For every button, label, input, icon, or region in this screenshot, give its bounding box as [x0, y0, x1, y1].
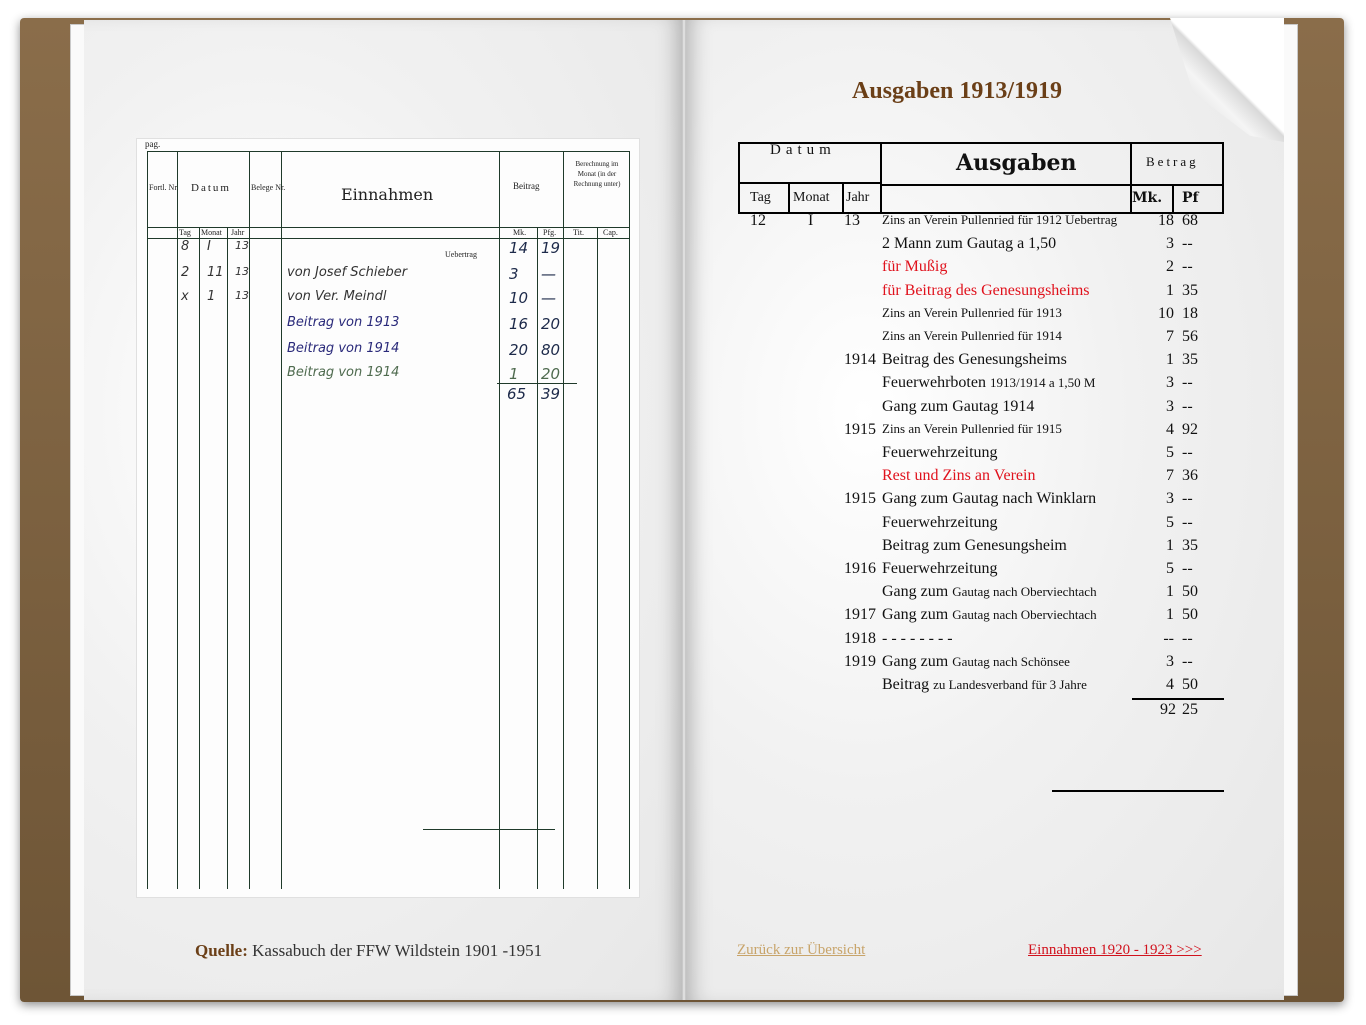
row-text	[882, 583, 1097, 601]
scan-rule	[281, 151, 282, 889]
row-jahr: 1915	[844, 421, 876, 438]
row-text: Zins an Verein Pullenried für 1915	[882, 421, 1062, 436]
row-pf: 68	[1182, 212, 1198, 229]
scan-total-mk: 65	[507, 385, 527, 403]
scan-rule	[537, 227, 538, 889]
row-pf: 35	[1182, 351, 1198, 368]
scan-entry-tag: 2	[181, 265, 190, 280]
row-pf: 50	[1182, 676, 1198, 693]
source-label: Quelle:	[195, 941, 248, 960]
row-text: Zins an Verein Pullenried für 1913	[882, 305, 1062, 320]
scan-entry-mk: 10	[509, 289, 529, 307]
row-jahr: 1916	[844, 560, 876, 577]
scan-col-beitrag: Beitrag	[513, 181, 540, 191]
row-text: Feuerwehrzeitung	[882, 514, 998, 531]
row-mk: 3	[1166, 374, 1174, 391]
row-mk: 1	[1166, 351, 1174, 368]
table-row	[738, 258, 1224, 281]
scan-col-berechnung: Berechnung im Monat (in der Rechnung unter)	[573, 160, 621, 188]
row-text	[882, 606, 1097, 624]
header-tag: Tag	[750, 190, 771, 205]
scan-rule	[499, 151, 500, 889]
row-pf: --	[1182, 490, 1193, 507]
scan-entry-mk: 3	[509, 265, 519, 283]
row-pf: 36	[1182, 467, 1198, 484]
scan-entry-text: von Josef Schieber	[287, 265, 408, 280]
row-mk: --	[1163, 630, 1174, 647]
row-mk: 2	[1166, 258, 1174, 275]
scan-rule	[177, 151, 178, 889]
row-mk: 4	[1166, 421, 1174, 438]
scan-entry-pf: —	[541, 265, 556, 283]
header-betrag: Betrag	[1146, 154, 1199, 169]
row-mk: 1	[1166, 583, 1174, 600]
row-mk: 5	[1166, 444, 1174, 461]
row-jahr: 1919	[844, 653, 876, 670]
table-row	[738, 351, 1224, 374]
row-mk: 10	[1158, 305, 1174, 322]
row-text: für Mußig	[882, 258, 948, 275]
scan-col-datum: Datum	[191, 182, 231, 194]
row-pf: --	[1182, 398, 1193, 415]
table-row	[738, 537, 1224, 560]
row-jahr: 1915	[844, 490, 876, 507]
total-mk: 92	[1160, 701, 1176, 718]
table-row	[738, 421, 1224, 444]
row-text-main: Feuerwehrboten	[882, 374, 986, 391]
scan-sub-tag: Tag	[179, 228, 191, 237]
scan-sub-jahr: Jahr	[231, 228, 245, 237]
table-row	[738, 606, 1224, 629]
page-title: Ausgaben 1913/1919	[852, 78, 1063, 104]
closing-rule	[1052, 790, 1224, 792]
row-monat: I	[808, 212, 814, 229]
header-ausgaben: Ausgaben	[956, 150, 1077, 176]
scan-rule	[249, 151, 250, 889]
table-row	[738, 235, 1224, 258]
scan-entry-monat: I	[207, 239, 211, 254]
row-text	[882, 653, 1070, 671]
scan-rule	[147, 151, 629, 152]
row-mk: 7	[1166, 467, 1174, 484]
row-jahr: 13	[844, 212, 860, 229]
header-jahr: Jahr	[846, 190, 870, 205]
header-cell-blank	[880, 184, 1132, 214]
sum-rule	[1132, 698, 1224, 700]
source-text: Kassabuch der FFW Wildstein 1901 -1951	[252, 941, 543, 960]
row-pf: --	[1182, 653, 1193, 670]
row-mk: 1	[1166, 282, 1174, 299]
row-text: Beitrag des Genesungsheims	[882, 351, 1067, 368]
scan-entry-pf: 19	[541, 239, 561, 257]
row-mk: 1	[1166, 537, 1174, 554]
scan-entry-mk: 1	[509, 365, 519, 383]
row-text: Beitrag zum Genesungsheim	[882, 537, 1067, 554]
row-pf: 50	[1182, 606, 1198, 623]
row-text: Gang zum Gautag 1914	[882, 398, 1035, 415]
scan-col-fortl: Fortl. Nr.	[149, 183, 179, 192]
row-pf: --	[1182, 374, 1193, 391]
row-pf: --	[1182, 560, 1193, 577]
row-jahr: 1917	[844, 606, 876, 623]
row-text: Rest und Zins an Verein	[882, 467, 1036, 484]
row-text-detail: Gautag nach Schönsee	[952, 654, 1070, 669]
scan-entry-mk: 14	[509, 239, 529, 257]
row-text: für Beitrag des Genesungsheims	[882, 282, 1090, 299]
scan-entry-monat: 1	[207, 289, 216, 304]
scan-entry-pf: 20	[541, 365, 561, 383]
row-pf: 56	[1182, 328, 1198, 345]
scan-entry-pf: 80	[541, 341, 561, 359]
row-text-detail: zu Landesverband für 3 Jahre	[933, 677, 1087, 692]
table-row	[738, 630, 1224, 653]
table-row	[738, 583, 1224, 606]
scan-total-pf: 39	[541, 385, 561, 403]
scan-entry-mk: 20	[509, 341, 529, 359]
row-pf: 50	[1182, 583, 1198, 600]
row-pf: 92	[1182, 421, 1198, 438]
scan-pag-label: pag.	[145, 139, 161, 149]
scan-entry-jahr: 13	[235, 265, 249, 278]
book-spine	[682, 20, 686, 1000]
scan-rule	[629, 151, 630, 889]
source-note	[195, 941, 542, 961]
scan-entry-jahr: 13	[235, 239, 249, 252]
row-text: - - - - - - - -	[882, 630, 953, 647]
row-mk: 3	[1166, 490, 1174, 507]
row-mk: 4	[1166, 676, 1174, 693]
row-mk: 3	[1166, 398, 1174, 415]
total-pf: 25	[1182, 701, 1198, 718]
next-page-link[interactable]: Einnahmen 1920 - 1923 >>>	[1028, 942, 1202, 958]
row-mk: 7	[1166, 328, 1174, 345]
row-text-main: Gang zum	[882, 653, 949, 670]
row-pf: 35	[1182, 282, 1198, 299]
scan-entry-text: von Ver. Meindl	[287, 289, 387, 304]
scan-entry-pf: 20	[541, 315, 561, 333]
scan-rule	[199, 227, 200, 889]
scan-sub-pfg: Pfg.	[543, 228, 557, 237]
table-header	[738, 142, 1224, 214]
row-text: Zins an Verein Pullenried für 1914	[882, 328, 1062, 343]
row-pf: 18	[1182, 305, 1198, 322]
table-row	[738, 398, 1224, 421]
scan-col-belege: Belege Nr.	[251, 183, 286, 192]
scan-entry-text: Beitrag von 1914	[287, 365, 400, 380]
scan-rule	[597, 227, 598, 889]
scan-entry-pf: —	[541, 289, 556, 307]
scan-entry-text: Beitrag von 1914	[287, 341, 400, 356]
scan-entry-jahr: 13	[235, 289, 249, 302]
table-row	[738, 305, 1224, 328]
row-text-detail: 1913/1914 a 1,50 M	[989, 375, 1096, 390]
row-text-main: Beitrag	[882, 676, 930, 693]
row-pf: 35	[1182, 537, 1198, 554]
row-text-main: Gang zum	[882, 583, 949, 600]
row-text: Gang zum Gautag nach Winklarn	[882, 490, 1097, 507]
table-row	[738, 282, 1224, 305]
scan-sub-monat: Monat	[201, 228, 222, 237]
row-pf: --	[1182, 630, 1193, 647]
row-text: Feuerwehrzeitung	[882, 560, 998, 577]
row-jahr: 1918	[844, 630, 876, 647]
scan-sub-mk: Mk.	[513, 228, 527, 237]
scan-entry-text: Beitrag von 1913	[287, 315, 400, 330]
row-mk: 3	[1166, 653, 1174, 670]
row-text: 2 Mann zum Gautag a 1,50	[882, 235, 1057, 252]
row-text: Zins an Verein Pullenried für 1912 Uebertrag	[882, 212, 1118, 227]
table-row	[738, 374, 1224, 397]
header-pf: Pf	[1182, 190, 1199, 206]
row-mk: 5	[1166, 560, 1174, 577]
row-mk: 18	[1158, 212, 1174, 229]
table-row	[738, 676, 1224, 699]
row-tag: 12	[750, 212, 766, 229]
header-monat: Monat	[793, 190, 830, 205]
scan-entry-monat: 11	[207, 265, 224, 280]
table-row	[738, 514, 1224, 537]
row-text-detail: Gautag nach Oberviechtach	[952, 584, 1097, 599]
row-text-detail: Gautag nach Oberviechtach	[952, 607, 1097, 622]
header-datum: Datum	[770, 142, 836, 158]
scan-entry-tag: x	[181, 289, 189, 304]
scan-entry-mk: 16	[509, 315, 529, 333]
scan-rule	[227, 227, 228, 889]
header-mk: Mk.	[1132, 190, 1163, 206]
row-pf: --	[1182, 258, 1193, 275]
back-to-overview-link[interactable]: Zurück zur Übersicht	[737, 942, 866, 958]
row-text-main: Gang zum	[882, 606, 949, 623]
scan-rule	[497, 383, 577, 384]
scan-sub-cap: Cap.	[603, 228, 618, 237]
scan-rule	[563, 151, 564, 889]
ledger-scan-image	[136, 138, 640, 898]
row-pf: --	[1182, 235, 1193, 252]
row-pf: --	[1182, 444, 1193, 461]
row-text: Feuerwehrzeitung	[882, 444, 998, 461]
scan-uebertrag: Uebertrag	[445, 250, 477, 259]
table-row	[738, 490, 1224, 513]
table-row	[738, 560, 1224, 583]
row-text	[882, 374, 1095, 392]
scan-rule	[147, 151, 148, 889]
table-row	[738, 653, 1224, 676]
table-row	[738, 444, 1224, 467]
row-mk: 5	[1166, 514, 1174, 531]
scan-sub-tit: Tit.	[573, 228, 585, 237]
table-row	[738, 328, 1224, 351]
row-jahr: 1914	[844, 351, 876, 368]
row-mk: 3	[1166, 235, 1174, 252]
row-pf: --	[1182, 514, 1193, 531]
table-row	[738, 467, 1224, 490]
table-row	[738, 212, 1224, 235]
scan-entry-tag: 8	[181, 239, 190, 254]
scan-rule	[423, 829, 555, 830]
row-mk: 1	[1166, 606, 1174, 623]
row-text	[882, 676, 1087, 694]
scan-col-einnahmen: Einnahmen	[341, 185, 434, 204]
